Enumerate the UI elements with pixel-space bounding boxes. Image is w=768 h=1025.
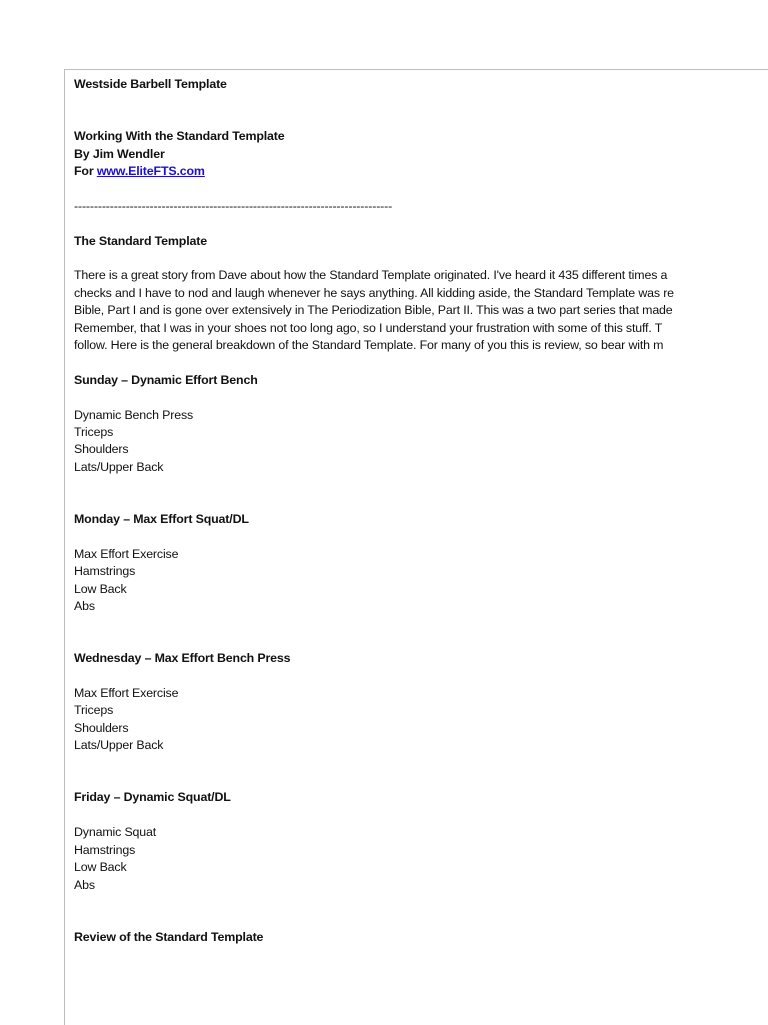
source-label: For	[74, 164, 97, 179]
exercise-item: Triceps	[74, 703, 114, 718]
day-block-sunday	[74, 372, 768, 476]
review-heading: Review of the Standard Template	[74, 929, 264, 944]
exercise-item: Abs	[74, 877, 95, 892]
exercise-item: Shoulders	[74, 442, 129, 457]
article-title: Working With the Standard Template	[74, 129, 285, 144]
day-block-monday	[74, 511, 768, 615]
exercise-item: Dynamic Bench Press	[74, 407, 194, 422]
exercise-item: Lats/Upper Back	[74, 738, 164, 753]
exercise-item: Abs	[74, 599, 95, 614]
exercise-item: Shoulders	[74, 720, 129, 735]
document-page	[64, 69, 768, 1025]
exercise-item: Low Back	[74, 581, 127, 596]
exercise-item: Dynamic Squat	[74, 825, 157, 840]
day-block-wednesday	[74, 650, 768, 754]
exercise-item: Lats/Upper Back	[74, 459, 164, 474]
exercise-item: Triceps	[74, 425, 114, 440]
author-byline: By Jim Wendler	[74, 146, 165, 161]
day-heading: Friday – Dynamic Squat/DL	[74, 790, 231, 805]
intro-paragraph	[74, 267, 714, 354]
exercise-item: Max Effort Exercise	[74, 546, 179, 561]
elitefts-link[interactable]: www.EliteFTS.com	[96, 164, 205, 179]
separator-line: --------------------------------------------------------------------------------	[74, 198, 393, 213]
document-body	[74, 76, 768, 946]
exercise-item: Hamstrings	[74, 842, 136, 857]
source-line	[74, 163, 768, 180]
paragraph-line: checks and I have to nod and laugh whenever he says anything. All kidding aside, the Standard Template was re	[74, 285, 674, 300]
paragraph-line: There is a great story from Dave about how the Standard Template originated. I've heard it 435 different times a	[74, 268, 668, 283]
paragraph-line: Remember, that I was in your shoes not too long ago, so I understand your frustration with some of this stuff. T	[74, 320, 663, 335]
exercise-item: Max Effort Exercise	[74, 686, 179, 701]
exercise-item: Hamstrings	[74, 564, 136, 579]
day-heading: Sunday – Dynamic Effort Bench	[74, 372, 258, 387]
day-heading: Wednesday – Max Effort Bench Press	[74, 651, 291, 666]
paragraph-line: follow. Here is the general breakdown of the Standard Template. For many of you this is review, so bear with m	[74, 338, 664, 353]
exercise-item: Low Back	[74, 860, 127, 875]
paragraph-line: Bible, Part I and is gone over extensively in The Periodization Bible, Part II. This was a two part series that made	[74, 303, 673, 318]
day-block-friday	[74, 789, 768, 893]
section-heading: The Standard Template	[74, 233, 207, 248]
document-title: Westside Barbell Template	[74, 77, 227, 91]
day-heading: Monday – Max Effort Squat/DL	[74, 512, 249, 527]
